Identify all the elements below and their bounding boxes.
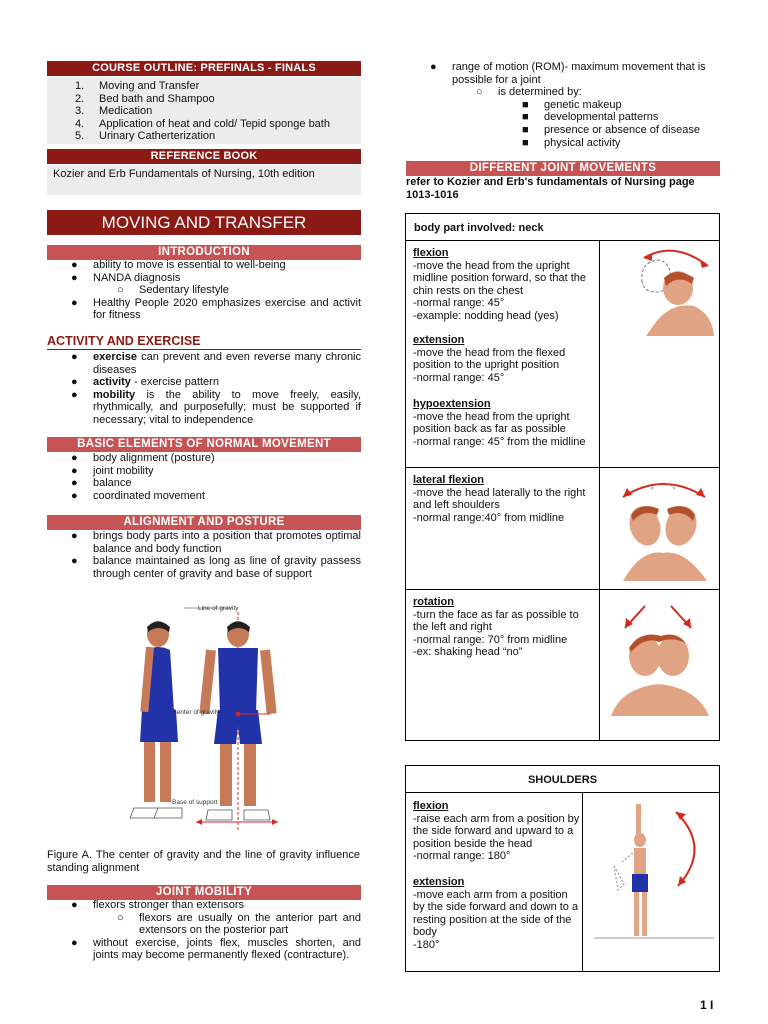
neck-rotation-illustration <box>601 594 716 719</box>
shoulders-flexion-title: flexion <box>413 800 449 812</box>
shoulders-flexion-cell <box>413 800 581 863</box>
neck-table <box>405 213 720 741</box>
neck-flexion-text: -move the head from the upright midline position forward, so that the chin rests on the chest -normal range: 45° -example: nodding head (yes) <box>413 259 587 322</box>
list-item: ● brings body parts into a position that promotes optimal balance and body function <box>71 530 361 555</box>
outline-number: 5. <box>75 130 85 143</box>
basic-elements-list <box>47 452 361 502</box>
list-item: ● coordinated movement <box>71 489 205 502</box>
outline-text: Moving and Transfer <box>99 80 200 92</box>
outline-number: 2. <box>75 92 85 105</box>
joint-movements-header: DIFFERENT JOINT MOVEMENTS <box>406 161 720 176</box>
course-outline-header: COURSE OUTLINE: PREFINALS - FINALS <box>47 61 361 76</box>
neck-lateral-flexion-illustration <box>611 471 716 583</box>
outline-item <box>75 93 330 106</box>
neck-hypoextension-text: -move the head from the upright position back as far as possible -normal range: 45° from the midline <box>413 410 586 448</box>
alignment-list <box>47 530 361 580</box>
list-item: ● range of motion (ROM)- maximum movement that is possible for a joint <box>430 61 706 86</box>
line-of-gravity-label: Line of gravity <box>198 605 239 612</box>
list-item: ● balance maintained as long as line of gravity passess through center of gravity and base of support <box>71 555 361 580</box>
posture-figure <box>120 602 290 836</box>
figure-caption: Figure A. The center of gravity and the line of gravity influence standing alignment <box>47 849 360 874</box>
outline-text: Bed bath and Shampoo <box>99 92 215 105</box>
front-view-figure <box>199 621 276 820</box>
list-item: ● joint mobility <box>71 464 154 477</box>
shoulders-table <box>405 765 720 972</box>
list-item: ● body alignment (posture) <box>71 452 215 464</box>
neck-hypoextension-cell <box>413 398 597 448</box>
shoulders-flexion-text: -raise each arm from a position by the side forward and upward to a position beside the head -normal range: 180° <box>413 812 580 863</box>
joint-movements-reference: refer to Kozier and Erb's fundamentals of Nursing page 1013-1016 <box>406 176 695 201</box>
neck-flexion-title: flexion <box>413 247 449 259</box>
neck-rotation-title: rotation <box>413 596 454 608</box>
introduction-list <box>47 259 361 322</box>
list-item: ● ability to move is essential to well-being <box>71 259 286 271</box>
neck-flexion-cell <box>413 247 597 323</box>
list-item: ■ physical activity <box>522 136 621 149</box>
outline-text: Urinary Catherterization <box>99 130 216 143</box>
neck-extension-text: -move the head from the flexed position to the upright position -normal range: 45° <box>413 346 566 384</box>
outline-number: 4. <box>75 117 85 130</box>
rom-list <box>406 61 720 149</box>
shoulders-extension-cell <box>413 876 581 952</box>
outline-item <box>75 105 330 118</box>
list-item: ● without exercise, joints flex, muscles shorten, and joints may become permanently flexed (contracture). <box>71 936 361 962</box>
list-item: ● balance <box>71 477 132 490</box>
outline-item <box>75 130 330 143</box>
reference-book-header: REFERENCE BOOK <box>47 149 361 164</box>
shoulders-extension-text: -move each arm from a position by the side forward and down to a resting position at the side of the body -180° <box>413 888 579 951</box>
outline-number: 1. <box>75 80 85 92</box>
base-of-support-label: Base of support <box>172 799 218 806</box>
neck-hypoextension-title: hypoextension <box>413 398 491 410</box>
list-item: ■ presence or absence of disease <box>522 123 700 136</box>
list-item: ○ flexors are usually on the anterior part and extensors on the posterior part <box>117 911 361 937</box>
neck-lateral-flexion-cell <box>413 474 597 524</box>
introduction-header: INTRODUCTION <box>47 245 361 260</box>
reference-book-text: Kozier and Erb Fundamentals of Nursing, 10th edition <box>53 168 315 180</box>
neck-extension-title: extension <box>413 334 465 346</box>
activity-header: ACTIVITY AND EXERCISE <box>47 334 361 350</box>
activity-list <box>47 351 361 427</box>
side-view-figure <box>130 621 182 818</box>
joint-mobility-list <box>47 899 361 962</box>
list-item: ○ is determined by: <box>476 86 582 99</box>
outline-text: Application of heat and cold/ Tepid sponge bath <box>99 117 330 130</box>
list-item: ○ Sedentary lifestyle <box>117 284 229 297</box>
outline-text: Medication <box>99 105 153 118</box>
list-item: ● exercise can prevent and even reverse many chronic diseases <box>71 351 361 376</box>
outline-number: 3. <box>75 105 85 118</box>
course-outline-list <box>47 77 361 144</box>
neck-lateral-flexion-text: -move the head laterally to the right and left shoulders -normal range:40° from midline <box>413 486 586 524</box>
center-of-gravity-label: Center of gravity <box>172 709 220 716</box>
shoulders-table-header-row <box>406 766 719 793</box>
list-item: ● NANDA diagnosis <box>71 271 181 284</box>
neck-table-header: body part involved: neck <box>414 222 544 234</box>
reference-book-box <box>47 165 361 195</box>
neck-rotation-text: -turn the face as far as possible to the left and right -normal range: 70° from midline -ex: shaking head “no” <box>413 608 579 659</box>
list-item: ● mobility is the ability to move freely, easily, rhythmically, and purposefully; must be supported if necessary; vital to independence <box>71 388 361 426</box>
neck-flexion-illustration <box>616 244 716 339</box>
list-item: ● flexors stronger than extensors <box>71 899 245 911</box>
joint-mobility-header: JOINT MOBILITY <box>47 885 361 900</box>
neck-lateral-flexion-title: lateral flexion <box>413 474 484 486</box>
outline-item <box>75 80 330 93</box>
basic-elements-header: BASIC ELEMENTS OF NORMAL MOVEMENT <box>47 437 361 452</box>
neck-table-header-row <box>406 214 719 241</box>
neck-rotation-cell <box>413 596 597 659</box>
shoulder-flexion-illustration <box>594 804 714 944</box>
list-item: ● activity - exercise pattern <box>71 376 219 389</box>
list-item: ■ genetic makeup <box>522 98 622 111</box>
shoulders-table-header: SHOULDERS <box>527 774 598 786</box>
alignment-header: ALIGNMENT AND POSTURE <box>47 515 361 530</box>
list-item: ■ developmental patterns <box>522 111 659 124</box>
shoulders-extension-title: extension <box>413 876 465 888</box>
main-title: MOVING AND TRANSFER <box>47 210 361 235</box>
outline-item <box>75 118 330 131</box>
neck-extension-cell <box>413 334 597 384</box>
page-number: 1 I <box>700 998 714 1012</box>
list-item: ● Healthy People 2020 emphasizes exercise and activit for fitness <box>71 296 361 322</box>
